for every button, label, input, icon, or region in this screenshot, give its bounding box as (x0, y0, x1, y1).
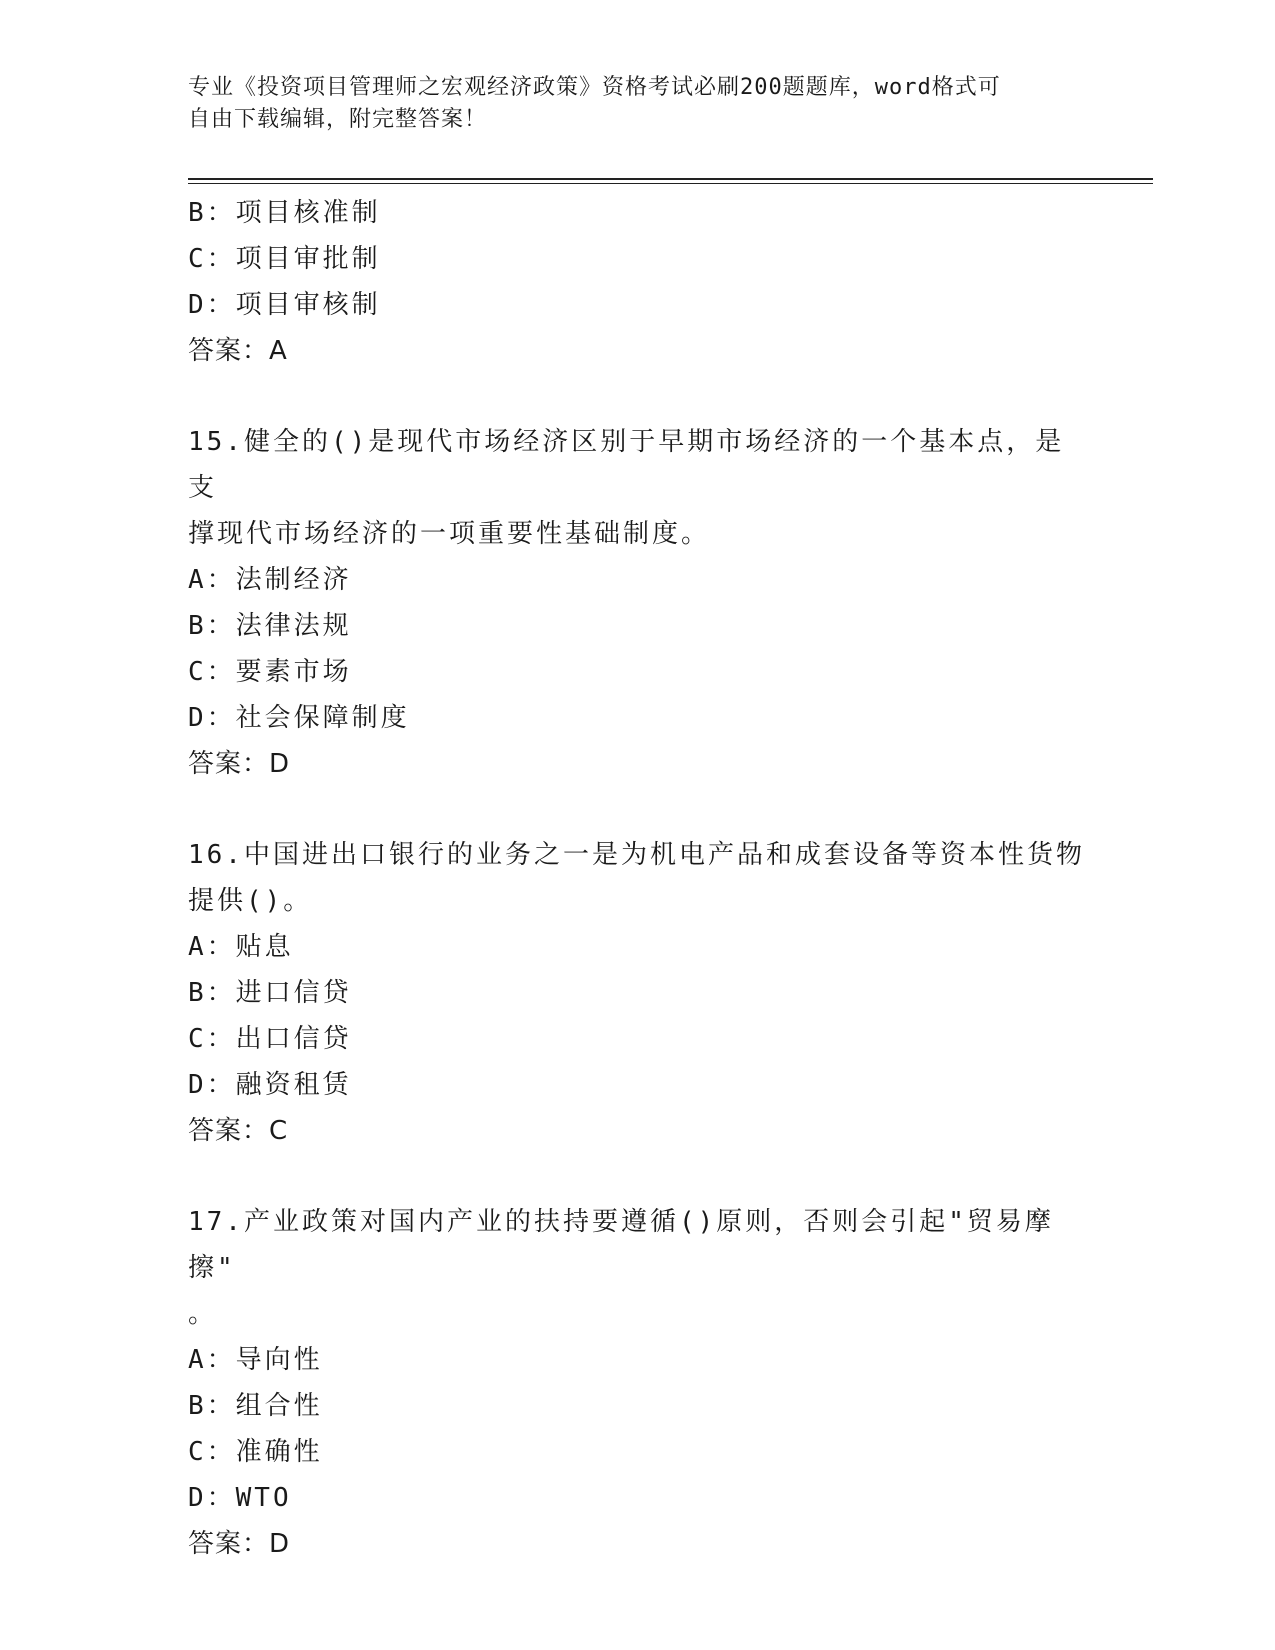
option-b: B：法律法规 (188, 611, 352, 641)
option-c: C：准确性 (188, 1437, 323, 1467)
option-c: C：出口信贷 (188, 1024, 352, 1054)
option-c: C：要素市场 (188, 657, 352, 687)
option-b: B：组合性 (188, 1391, 323, 1421)
question-14-continued (188, 190, 1088, 374)
header-divider-thick (188, 178, 1153, 180)
question-text-line-2: 提供()。 (188, 886, 313, 916)
answer: 答案：D (188, 1529, 291, 1559)
option-c: C：项目审批制 (188, 244, 381, 274)
option-d: D：项目审核制 (188, 290, 381, 320)
option-a: A：贴息 (188, 932, 294, 962)
question-15 (188, 419, 1088, 787)
question-text-line-2: 。 (188, 1299, 218, 1329)
question-16 (188, 832, 1088, 1154)
header-divider-thin (188, 183, 1153, 184)
question-text-line-2: 撑现代市场经济的一项重要性基础制度。 (188, 519, 711, 549)
header-line-2: 自由下载编辑，附完整答案！ (188, 107, 488, 132)
answer: 答案：C (188, 1116, 289, 1146)
option-b: B：项目核准制 (188, 198, 381, 228)
header-line-1: 专业《投资项目管理师之宏观经济政策》资格考试必刷200题题库，word格式可 (188, 75, 1001, 100)
answer: 答案：D (188, 749, 291, 779)
question-list (188, 190, 1088, 1567)
option-a: A：法制经济 (188, 565, 352, 595)
option-d: D：融资租赁 (188, 1070, 352, 1100)
option-a: A：导向性 (188, 1345, 323, 1375)
question-text-line-1: 16.中国进出口银行的业务之一是为机电产品和成套设备等资本性货物 (188, 840, 1085, 870)
option-d: D：WTO (188, 1483, 292, 1513)
question-17 (188, 1199, 1088, 1567)
answer: 答案：A (188, 336, 288, 366)
question-text-line-1: 17.产业政策对国内产业的扶持要遵循()原则，否则会引起"贸易摩擦" (188, 1207, 1054, 1283)
option-d: D：社会保障制度 (188, 703, 410, 733)
option-b: B：进口信贷 (188, 978, 352, 1008)
question-text-line-1: 15.健全的()是现代市场经济区别于早期市场经济的一个基本点，是支 (188, 427, 1065, 503)
document-header (188, 72, 1068, 136)
